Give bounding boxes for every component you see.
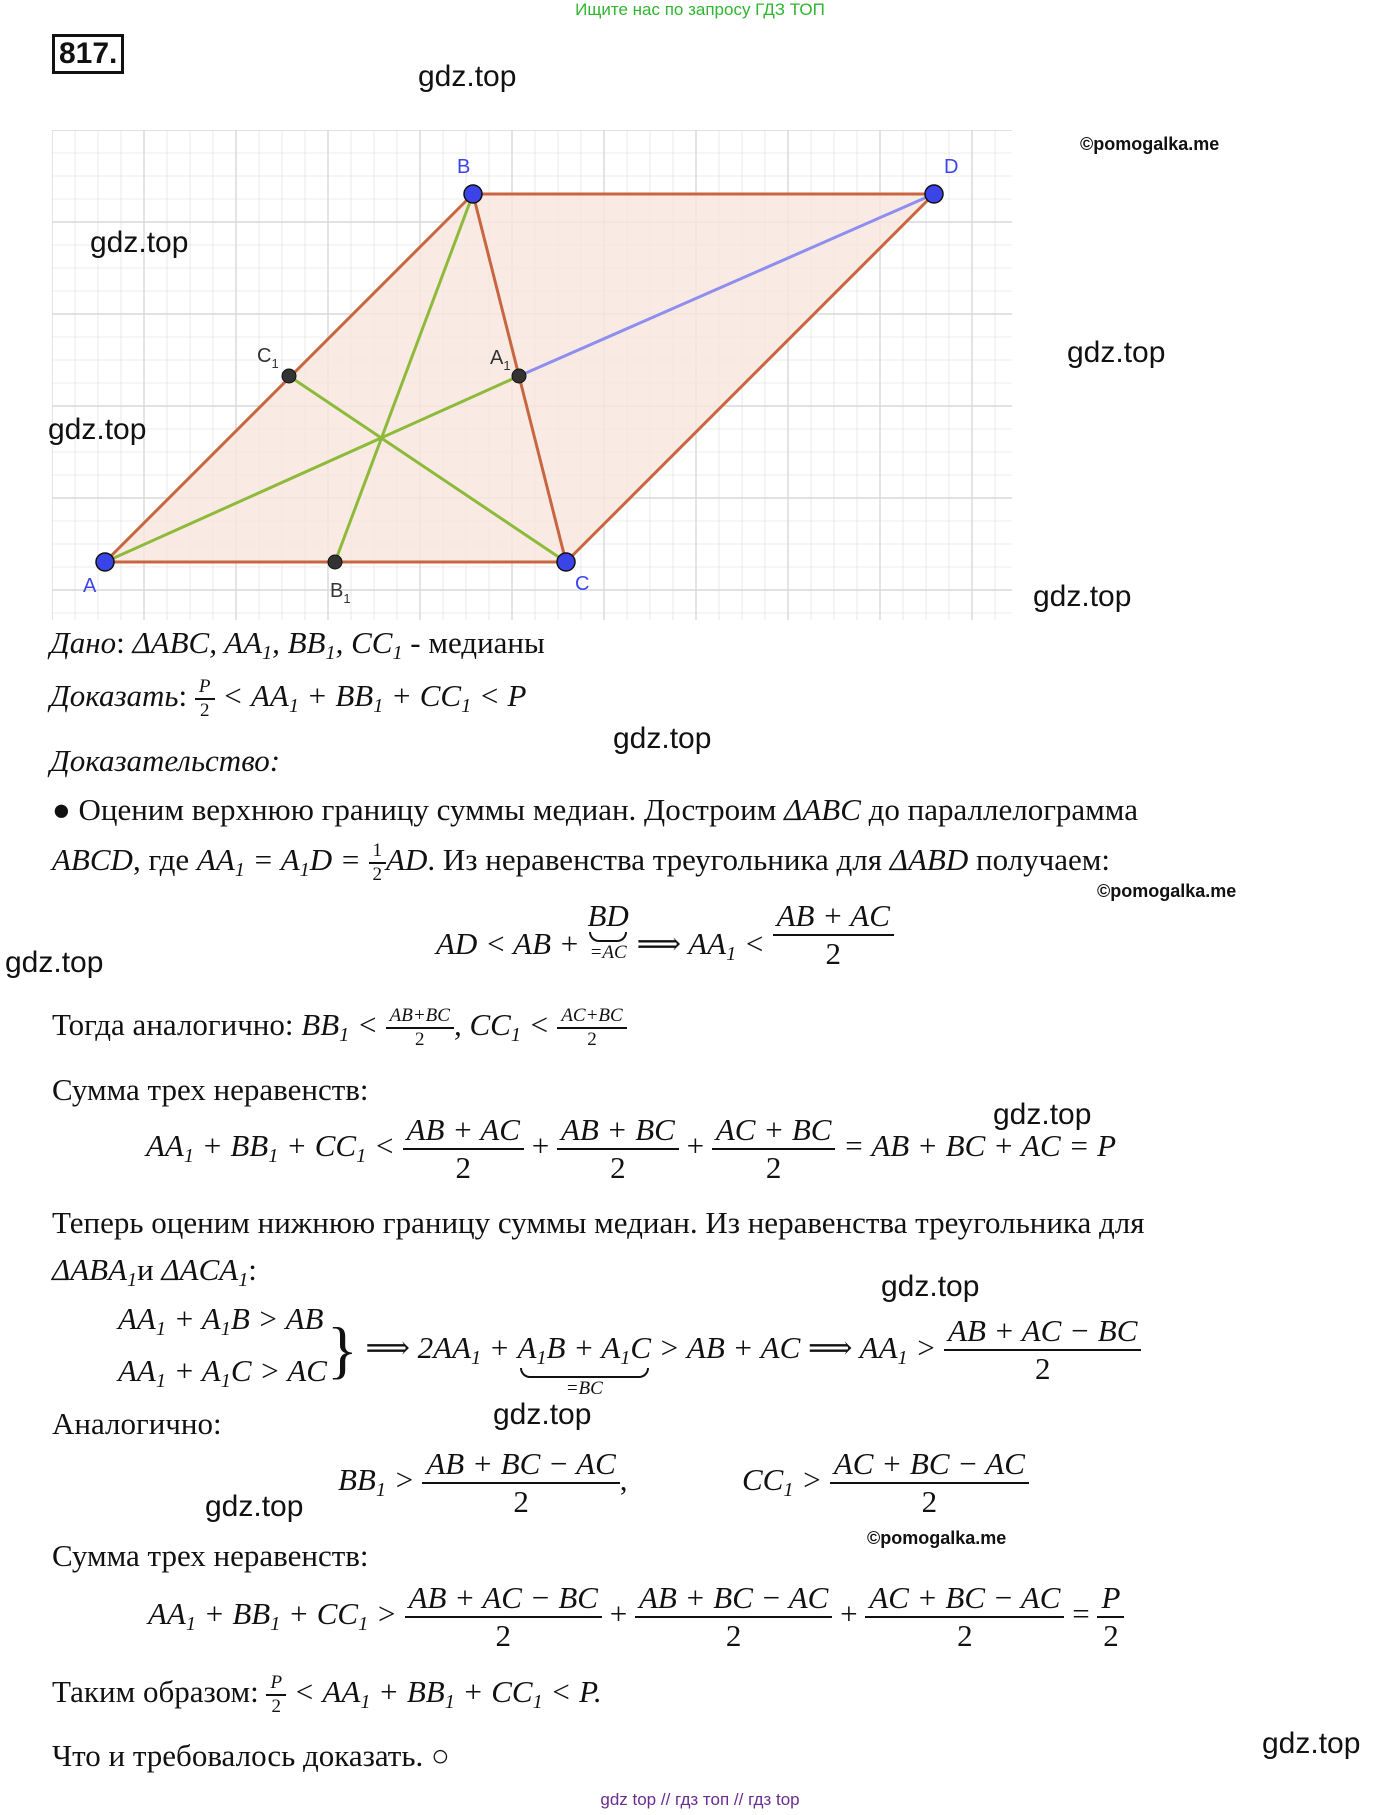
formula-cc1: $CC_1$ > $\frac{AC + BC - AC}{2}$	[742, 1446, 1029, 1520]
sum-label-1: Сумма трех неравенств:	[52, 1072, 369, 1107]
watermark-6: gdz.top	[613, 722, 712, 755]
point-b	[464, 185, 482, 203]
copyright-2: ©pomogalka.me	[1097, 881, 1237, 901]
watermark-9: gdz.top	[881, 1270, 980, 1303]
label-d: D	[944, 156, 959, 178]
system-formula: $AA_1 + A_1B$ > AB $AA_1 + A_1C$ > AC } ⟹ $2AA_1$ + $A_1B + A_1C$ =BC > AB + AC ⟹ $AA_1$ > $\frac{AB + AC - BC}{2}$	[118, 1298, 1141, 1402]
proof-label: Доказательство:	[50, 743, 281, 778]
footer-link-2[interactable]: гдз топ	[675, 1790, 730, 1809]
qed-line: Что и требовалось доказать. ○	[52, 1738, 450, 1773]
watermark-11: gdz.top	[205, 1490, 304, 1523]
footer-links	[0, 1790, 1400, 1810]
point-c1	[282, 369, 296, 383]
label-b: B	[457, 156, 471, 178]
copyright-1: ©pomogalka.me	[1080, 134, 1220, 154]
point-d	[925, 185, 943, 203]
watermark-3: gdz.top	[1067, 336, 1166, 369]
top-note[interactable]: Ищите нас по запросу ГДЗ ТОП	[575, 0, 825, 19]
footer-link-1[interactable]: gdz top	[600, 1790, 657, 1809]
watermark-7: gdz.top	[5, 946, 104, 979]
label-c1: $C_1$	[257, 345, 279, 371]
point-a1	[512, 369, 526, 383]
geometry-figure	[52, 130, 1012, 620]
formula-ad: AD < AB + BD =AC ⟹ $AA_1$ < $\frac{AB + AC}{2}$	[436, 898, 894, 972]
sum-formula-2: $AA_1 + BB_1 + CC_1$ > $\frac{AB + AC - BC}{2}$ + $\frac{AB + BC - AC}{2}$ + $\frac{AC + BC - AC}{2}$ = $\frac{P}{2}$	[148, 1580, 1124, 1654]
sum-formula-1: $AA_1 + BB_1 + CC_1$ < $\frac{AB + AC}{2}$ + $\frac{AB + BC}{2}$ + $\frac{AC + BC}{2}$ = AB + BC + AC = P	[146, 1112, 1117, 1185]
watermark-1: gdz.top	[418, 60, 517, 93]
similar-label-2: Аналогично:	[52, 1406, 222, 1441]
lower-line-1: Теперь оценим нижнюю границу суммы медиан. Из неравенства треугольника для	[52, 1205, 1145, 1240]
similar-line-1: Тогда аналогично: $BB_1$ < $\frac{AB+BC}{2}$ , $CC_1$ < $\frac{AC+BC}{2}$	[52, 1005, 627, 1051]
footer-link-3[interactable]: гдз top	[748, 1790, 800, 1809]
prove-line: Доказать: $\frac{P}{2}$ < $AA_1 + BB_1 + CC_1 < P$	[50, 676, 527, 721]
watermark-5: gdz.top	[1033, 580, 1132, 613]
label-a: A	[83, 575, 97, 597]
point-b1	[328, 555, 342, 569]
upper-line-1: ● Оценим верхнюю границу суммы медиан. Достроим ΔABC до параллелограмма	[52, 792, 1138, 827]
sum-label-2: Сумма трех неравенств:	[52, 1538, 369, 1573]
formula-bb1: $BB_1$ > $\frac{AB + BC - AC}{2}$ ,	[338, 1446, 628, 1519]
watermark-10: gdz.top	[493, 1398, 592, 1431]
given-line: Дано: ΔABC, $AA_1$, $BB_1$, $CC_1$ - медианы	[50, 625, 545, 665]
conclusion-line: Таким образом: $\frac{P}{2}$ < $AA_1 + BB_1 + CC_1 < P$.	[52, 1672, 602, 1717]
footer-sep-2: //	[733, 1790, 744, 1809]
point-c	[557, 553, 575, 571]
watermark-4: gdz.top	[48, 413, 147, 446]
label-b1: $B_1$	[330, 580, 351, 606]
lower-line-2: $\Delta ABA_1и$ $\Delta ACA_1$:	[52, 1252, 257, 1292]
label-a1: $A_1$	[490, 347, 511, 373]
task-number: 817.	[52, 34, 124, 74]
footer-sep-1: //	[660, 1790, 671, 1809]
watermark-12: gdz.top	[1262, 1727, 1361, 1760]
task-number-box	[52, 34, 124, 74]
watermark-2: gdz.top	[90, 226, 189, 259]
watermark-8: gdz.top	[993, 1098, 1092, 1131]
point-a	[96, 553, 114, 571]
copyright-3: ©pomogalka.me	[867, 1528, 1007, 1548]
label-c: C	[575, 573, 590, 595]
upper-line-2: ABCD, где $AA_1 = A_1D$ = $\frac{1}{2}$ AD. Из неравенства треугольника для ΔABD получаем:	[52, 840, 1111, 885]
